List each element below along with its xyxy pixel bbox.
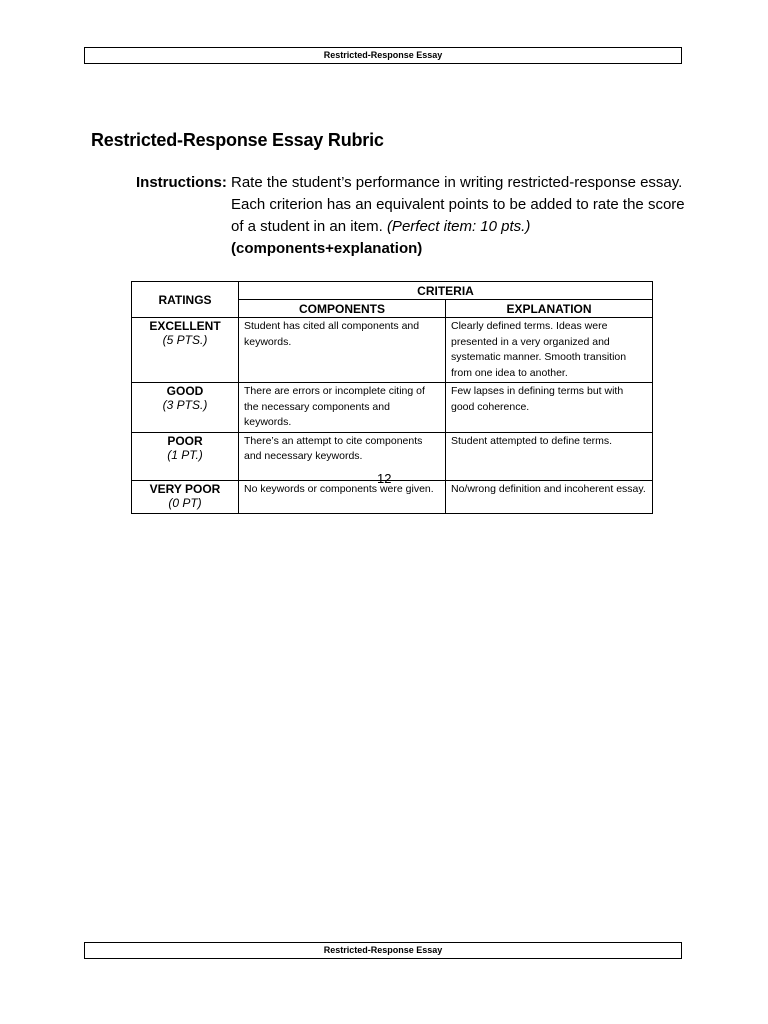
table-row [132,383,653,433]
rating-cell [132,480,239,513]
components-note: (components+explanation) [231,240,423,257]
rating-name: EXCELLENT [149,319,221,333]
table-row [132,318,653,383]
page-header: Restricted-Response Essay [84,47,682,64]
perfect-item-note: (Perfect item: 10 pts.) [386,218,531,235]
rubric-table [131,281,653,514]
components-header: COMPONENTS [239,300,446,318]
instructions-text [231,172,686,260]
rating-cell [132,318,239,383]
page-number: 12 [377,471,392,486]
rating-cell [132,432,239,480]
explanation-cell: Student attempted to define terms. [446,432,653,480]
explanation-cell: Clearly defined terms. Ideas were presented in a very organized and systematic manner. Smooth transition from one idea to another. [446,318,653,383]
explanation-header: EXPLANATION [446,300,653,318]
rating-name: VERY POOR [149,481,221,496]
explanation-cell: No/wrong definition and incoherent essay. [446,480,653,513]
components-cell: There are errors or incomplete citing of the necessary components and keywords. [239,383,446,433]
instructions-label: Instructions: [136,174,227,191]
instructions-body: Rate the student’s performance in writing restricted-response essay. Each criterion has an equivalent points to be added to rate the score of a student in an item. [231,174,685,235]
explanation-cell: Few lapses in defining terms but with good coherence. [446,383,653,433]
ratings-header: RATINGS [132,282,239,318]
rating-points: (5 PTS.) [162,333,208,347]
rating-points: (3 PTS.) [162,398,208,412]
document-title: Restricted-Response Essay Rubric [91,130,384,150]
components-cell: There’s an attempt to cite components and necessary keywords. [239,432,446,480]
page-footer: Restricted-Response Essay [84,942,682,959]
components-cell: No keywords or components were given. [239,480,446,513]
table-row [132,480,653,513]
rating-name: POOR [167,433,203,448]
criteria-header: CRITERIA [239,282,653,300]
components-cell: Student has cited all components and keywords. [239,318,446,383]
rating-points: (1 PT.) [167,447,203,462]
rating-points: (0 PT) [168,495,202,510]
table-row [132,432,653,480]
rating-cell [132,383,239,433]
rating-name: GOOD [166,384,204,398]
